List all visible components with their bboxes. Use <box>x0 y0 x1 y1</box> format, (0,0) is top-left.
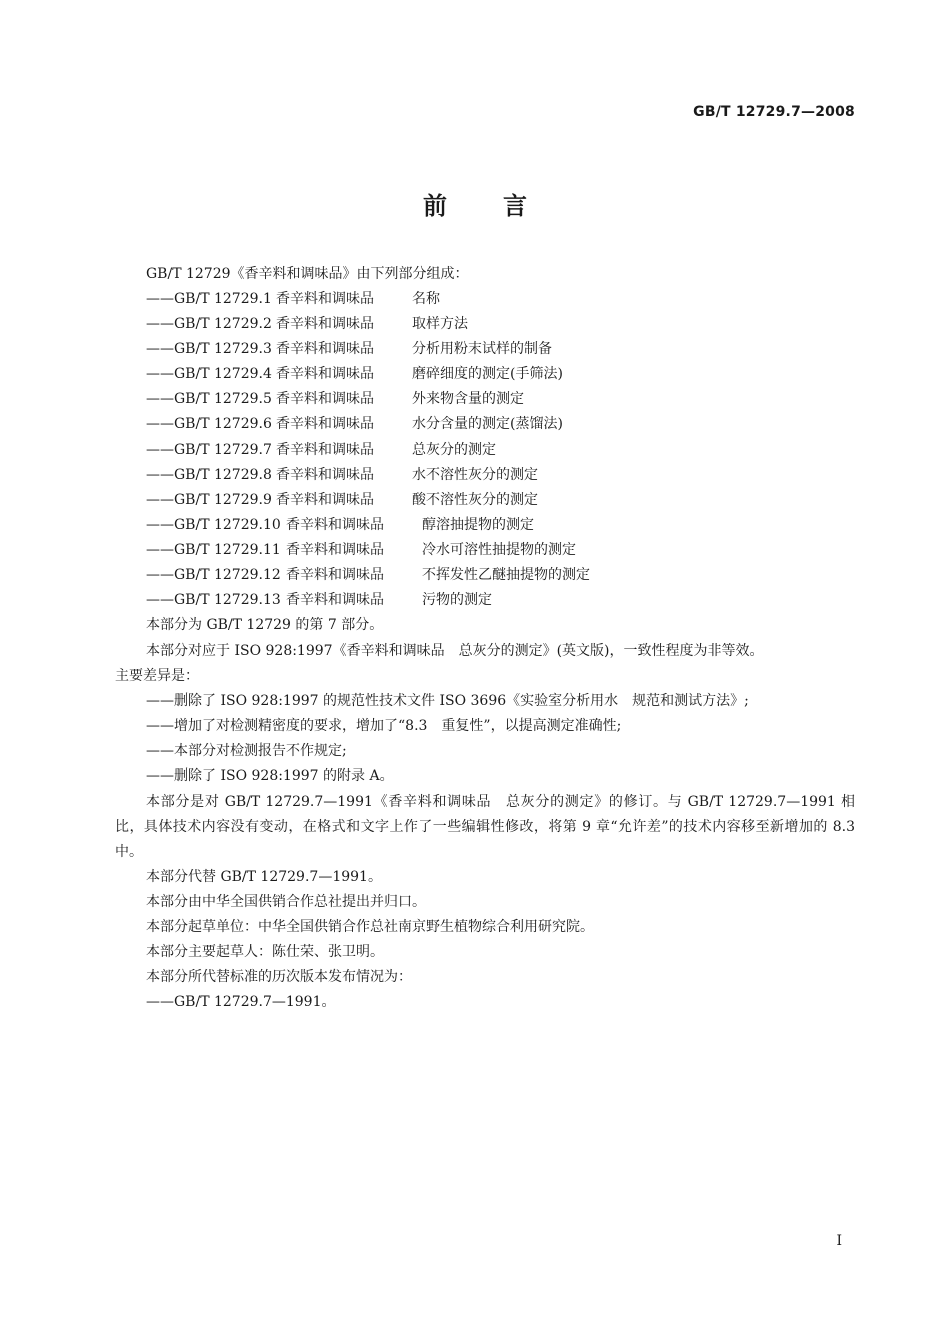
differences-label: 主要差异是： <box>115 668 199 685</box>
difference-item: ——本部分对检测报告不作规定; <box>146 743 347 760</box>
difference-item: ——删除了 ISO 928:1997 的规范性技术文件 ISO 3696《实验室分析用水 规范和测试方法》; <box>146 693 749 710</box>
part-code: ——GB/T 12729.6 <box>146 416 272 433</box>
difference-item: ——删除了 ISO 928:1997 的附录 A。 <box>146 768 394 785</box>
part-code: ——GB/T 12729.1 <box>146 291 272 307</box>
parts-list <box>115 287 855 613</box>
part-category: 香辛料和调味品 <box>276 391 374 408</box>
part-code: ——GB/T 12729.4 <box>146 366 272 383</box>
title-char-2: 言 <box>503 192 527 220</box>
correspondence-paragraph: 本部分对应于 ISO 928:1997《香辛料和调味品 总灰分的测定》(英文版)，一致性程度为非等效。 <box>146 643 764 660</box>
foreword-body <box>115 262 855 1015</box>
part-statement: 本部分为 GB/T 12729 的第 7 部分。 <box>146 617 384 634</box>
part-category: 香辛料和调味品 <box>276 466 374 483</box>
part-category: 香辛料和调味品 <box>276 416 374 433</box>
part-category: 香辛料和调味品 <box>276 366 374 383</box>
list-item <box>146 312 855 337</box>
list-item <box>146 563 855 588</box>
part-name: 酸不溶性灰分的测定 <box>412 491 538 508</box>
part-code: ——GB/T 12729.8 <box>146 466 272 483</box>
part-name: 冷水可溶性抽提物的测定 <box>422 541 576 558</box>
part-code: ——GB/T 12729.9 <box>146 491 272 508</box>
part-name: 磨碎细度的测定(手筛法) <box>412 366 563 383</box>
part-code: ——GB/T 12729.13 <box>146 592 281 609</box>
part-category: 香辛料和调味品 <box>276 291 374 307</box>
part-name: 不挥发性乙醚抽提物的测定 <box>422 567 590 584</box>
part-name: 名称 <box>412 291 440 307</box>
list-item <box>146 337 855 362</box>
drafters-statement: 本部分主要起草人：陈仕荣、张卫明。 <box>146 944 384 961</box>
part-code: ——GB/T 12729.2 <box>146 316 272 333</box>
part-name: 分析用粉末试样的制备 <box>412 341 552 358</box>
part-category: 香辛料和调味品 <box>286 592 384 609</box>
part-category: 香辛料和调味品 <box>286 567 384 584</box>
list-item <box>146 362 855 387</box>
page-number: I <box>836 1233 842 1249</box>
list-item <box>146 287 855 312</box>
list-item <box>146 513 855 538</box>
revision-paragraph: 本部分是对 GB/T 12729.7—1991《香辛料和调味品 总灰分的测定》的修订。与 GB/T 12729.7—1991 相比，具体技术内容没有变动，在格式和文字上作了一些编辑性修改，将第 9 章“允许差”的技术内容移至新增加的 8.3 中。 <box>115 794 855 861</box>
part-category: 香辛料和调味品 <box>286 541 384 558</box>
part-code: ——GB/T 12729.12 <box>146 567 281 584</box>
replaces-statement: 本部分代替 GB/T 12729.7—1991。 <box>146 869 382 886</box>
history-label: 本部分所代替标准的历次版本发布情况为： <box>146 969 412 986</box>
part-name: 水分含量的测定(蒸馏法) <box>412 416 563 433</box>
list-item <box>146 538 855 563</box>
part-code: ——GB/T 12729.3 <box>146 341 272 358</box>
list-item <box>146 438 855 463</box>
history-item: ——GB/T 12729.7—1991。 <box>146 994 336 1011</box>
standard-code: GB/T 12729.7—2008 <box>693 104 855 120</box>
part-name: 醇溶抽提物的测定 <box>422 516 534 533</box>
part-name: 水不溶性灰分的测定 <box>412 466 538 483</box>
part-category: 香辛料和调味品 <box>276 341 374 358</box>
part-name: 取样方法 <box>412 316 468 333</box>
part-code: ——GB/T 12729.5 <box>146 391 272 408</box>
difference-item: ——增加了对检测精密度的要求，增加了“8.3 重复性”，以提高测定准确性; <box>146 718 622 735</box>
part-category: 香辛料和调味品 <box>286 516 384 533</box>
part-name: 外来物含量的测定 <box>412 391 524 408</box>
part-code: ——GB/T 12729.11 <box>146 541 281 558</box>
intro-text: GB/T 12729《香辛料和调味品》由下列部分组成： <box>146 266 469 282</box>
title-char-1: 前 <box>423 192 447 220</box>
part-code: ——GB/T 12729.10 <box>146 516 281 533</box>
part-category: 香辛料和调味品 <box>276 491 374 508</box>
part-name: 总灰分的测定 <box>412 441 496 458</box>
part-name: 污物的测定 <box>422 592 492 609</box>
list-item <box>146 387 855 412</box>
part-category: 香辛料和调味品 <box>276 316 374 333</box>
part-code: ——GB/T 12729.7 <box>146 441 272 458</box>
drafting-unit-statement: 本部分起草单位：中华全国供销合作总社南京野生植物综合利用研究院。 <box>146 919 594 936</box>
list-item <box>146 488 855 513</box>
page-title <box>0 186 950 221</box>
proposed-by-statement: 本部分由中华全国供销合作总社提出并归口。 <box>146 894 426 911</box>
list-item <box>146 463 855 488</box>
part-category: 香辛料和调味品 <box>276 441 374 458</box>
list-item <box>146 588 855 613</box>
list-item <box>146 412 855 437</box>
